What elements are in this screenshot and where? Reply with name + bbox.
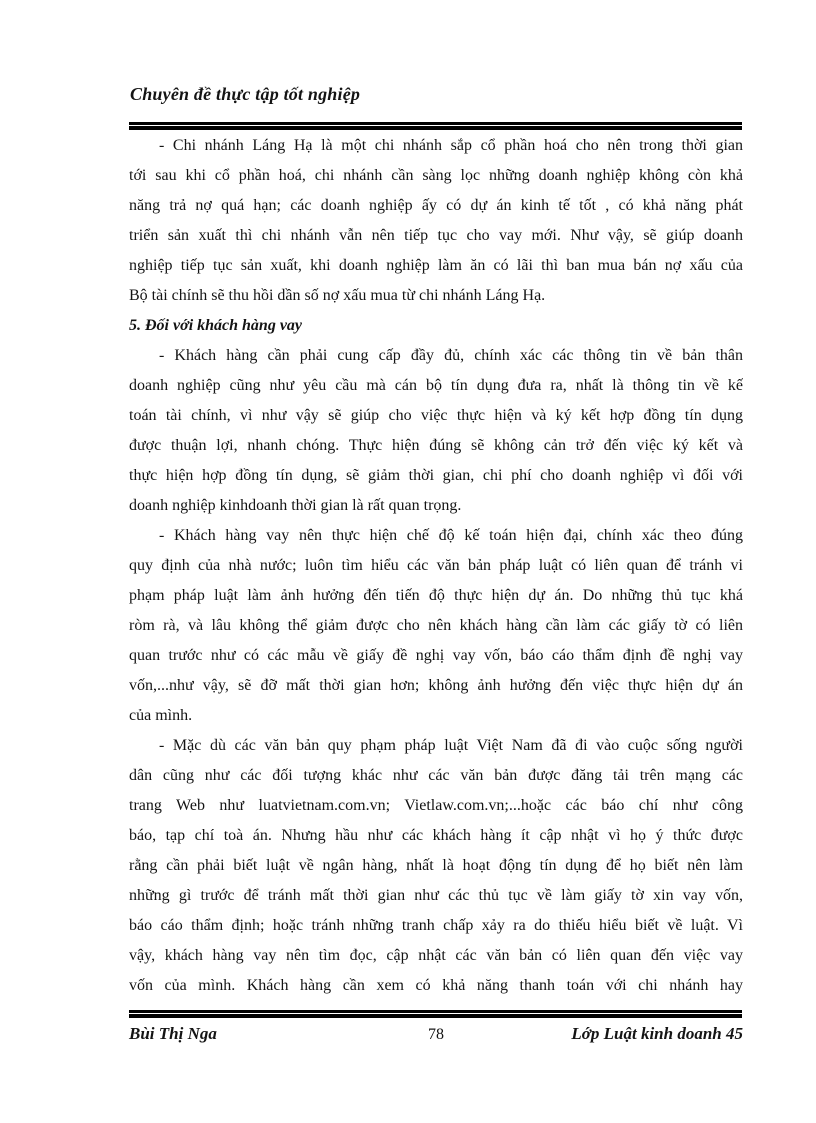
body-line: vốn,...như vậy, sẽ đỡ mất thời gian hơn; không ảnh hưởng đến việc thực hiện dự án (129, 677, 743, 694)
body-line: quy định của nhà nước; luôn tìm hiểu các văn bản pháp luật có liên quan để tránh vi (129, 557, 743, 574)
body-line: báo cáo thẩm định; hoặc tránh những tranh chấp xảy ra do thiếu hiểu biết về luật. Vì (129, 917, 743, 934)
body-line: năng trả nợ quá hạn; các doanh nghiệp ấy có dự án kinh tế tốt , có khả năng phát (129, 197, 743, 214)
body-line: - Mặc dù các văn bản quy phạm pháp luật Việt Nam đã đi vào cuộc sống người (159, 737, 743, 754)
body-line: ròm rà, và lâu không thể giảm được cho nên khách hàng cần làm các giấy tờ có liên (129, 617, 743, 634)
header-rule (129, 122, 742, 130)
body-line: được thuận lợi, nhanh chóng. Thực hiện đúng sẽ không cản trở đến việc ký kết và (129, 437, 743, 454)
body-line: dân cũng như các đối tượng khác như các văn bản được đăng tải trên mạng các (129, 767, 743, 784)
footer-rule (129, 1010, 742, 1018)
body-line: tới sau khi cổ phần hoá, chi nhánh cần sàng lọc những doanh nghiệp không còn khả (129, 167, 743, 184)
section-heading: 5. Đối với khách hàng vay (129, 317, 303, 334)
body-line: triển sản xuất thì chi nhánh vẫn nên tiếp tục cho vay mới. Như vậy, sẽ giúp doanh (129, 227, 743, 244)
body-line: thực hiện hợp đồng tín dụng, sẽ giảm thời gian, chi phí cho doanh nghiệp vì đối với (129, 467, 743, 484)
body-line: nghiệp tiếp tục sản xuất, khi doanh nghiệp làm ăn có lãi thì ban mua bán nợ xấu của (129, 257, 743, 274)
body-line: toán tài chính, vì như vậy sẽ giúp cho việc thực hiện và ký kết hợp đồng tín dụng (129, 407, 743, 424)
body-line: Bộ tài chính sẽ thu hồi dần số nợ xấu mua từ chi nhánh Láng Hạ. (129, 287, 546, 304)
footer-author: Bùi Thị Nga (129, 1024, 217, 1043)
body-line: vậy, khách hàng vay nên tìm đọc, cập nhật các văn bản có liên quan đến việc vay (129, 947, 743, 964)
body-line: vốn của mình. Khách hàng cần xem có khả năng thanh toán với chi nhánh hay (129, 977, 743, 994)
body-line: quan trước như có các mẫu về giấy đề nghị vay vốn, báo cáo thẩm định đề nghị vay (129, 647, 743, 664)
body-line: - Khách hàng cần phải cung cấp đầy đủ, chính xác các thông tin về bản thân (159, 347, 743, 364)
body-line: doanh nghiệp kinhdoanh thời gian là rất quan trọng. (129, 497, 462, 514)
body-line: trang Web như luatvietnam.com.vn; Vietlaw.com.vn;...hoặc các báo chí như công (129, 797, 743, 814)
body-line: của mình. (129, 707, 193, 724)
document-body (129, 131, 743, 1001)
footer-page-number: 78 (428, 1026, 444, 1043)
body-line: báo, tạp chí toà án. Nhưng hầu như các khách hàng ít cập nhật vì họ ý thức được (129, 827, 743, 844)
body-line: phạm pháp luật làm ảnh hưởng đến tiến độ thực hiện dự án. Do những thủ tục khá (129, 587, 743, 604)
header-title: Chuyên đề thực tập tốt nghiệp (130, 84, 361, 104)
body-line: doanh nghiệp cũng như yêu cầu mà cán bộ tín dụng đưa ra, nhất là thông tin về kế (129, 377, 743, 394)
footer-class-label: Lớp Luật kinh doanh 45 (571, 1024, 743, 1043)
page-footer (129, 1024, 743, 1044)
body-line: - Khách hàng vay nên thực hiện chế độ kế toán hiện đại, chính xác theo đúng (159, 527, 743, 544)
body-line: rằng cần phải biết luật về ngân hàng, nhất là hoạt động tín dụng để họ biết nên làm (129, 857, 743, 874)
body-line: những gì trước để tránh mất thời gian như các thủ tục về làm giấy tờ xin vay vốn, (129, 887, 743, 904)
body-line: - Chi nhánh Láng Hạ là một chi nhánh sắp cổ phần hoá cho nên trong thời gian (159, 137, 743, 154)
